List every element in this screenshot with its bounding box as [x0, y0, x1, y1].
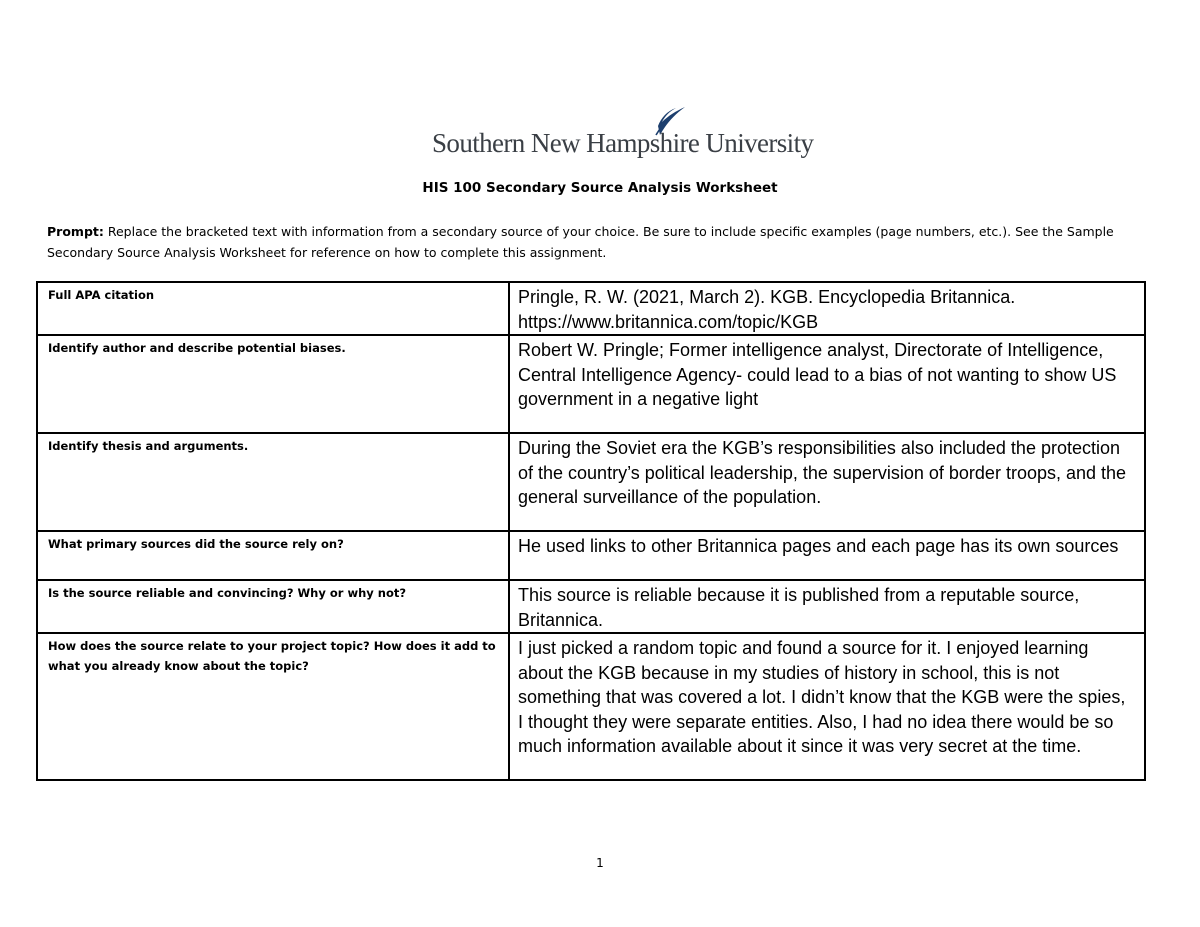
table-row: [37, 580, 1145, 633]
university-logo: [432, 106, 814, 162]
answer-cell[interactable]: Pringle, R. W. (2021, March 2). KGB. Encyclopedia Britannica. https://www.britannica.com/topic/KGB: [509, 282, 1145, 335]
page-number: 1: [596, 856, 604, 870]
prompt-text: Replace the bracketed text with information from a secondary source of your choice. Be sure to include specific examples (page numbers, etc.). See the Sample Secondary Source Analysis Worksheet for reference on how to complete this assignment.: [47, 224, 1114, 260]
question-cell: Is the source reliable and convincing? Why or why not?: [37, 580, 509, 633]
table-row: [37, 433, 1145, 531]
question-cell: What primary sources did the source rely on?: [37, 531, 509, 580]
question-cell: Identify author and describe potential biases.: [37, 335, 509, 433]
table-row: [37, 335, 1145, 433]
prompt-paragraph: [47, 221, 1137, 263]
worksheet-table: [36, 281, 1146, 781]
answer-cell[interactable]: He used links to other Britannica pages and each page has its own sources: [509, 531, 1145, 580]
table-row: [37, 531, 1145, 580]
table-row: [37, 282, 1145, 335]
table-row: [37, 633, 1145, 780]
answer-cell[interactable]: I just picked a random topic and found a source for it. I enjoyed learning about the KGB because in my studies of history in school, this is not something that was covered a lot. I didn’t know that the KGB were the spies, I thought they were separate entities. Also, I had no idea there would be so much information available about it since it was very secret at the time.: [509, 633, 1145, 780]
answer-cell[interactable]: This source is reliable because it is published from a reputable source, Britannica.: [509, 580, 1145, 633]
answer-cell[interactable]: During the Soviet era the KGB’s responsibilities also included the protection of the country’s political leadership, the supervision of border troops, and the general surveillance of the population.: [509, 433, 1145, 531]
question-cell: Identify thesis and arguments.: [37, 433, 509, 531]
question-cell: Full APA citation: [37, 282, 509, 335]
document-title: HIS 100 Secondary Source Analysis Worksheet: [422, 180, 778, 196]
university-name: Southern New Hampshire University: [432, 128, 814, 158]
prompt-label: Prompt:: [47, 224, 104, 239]
question-cell: How does the source relate to your project topic? How does it add to what you already know about the topic?: [37, 633, 509, 780]
answer-cell[interactable]: Robert W. Pringle; Former intelligence analyst, Directorate of Intelligence, Central Intelligence Agency- could lead to a bias of not wanting to show US government in a negative light: [509, 335, 1145, 433]
